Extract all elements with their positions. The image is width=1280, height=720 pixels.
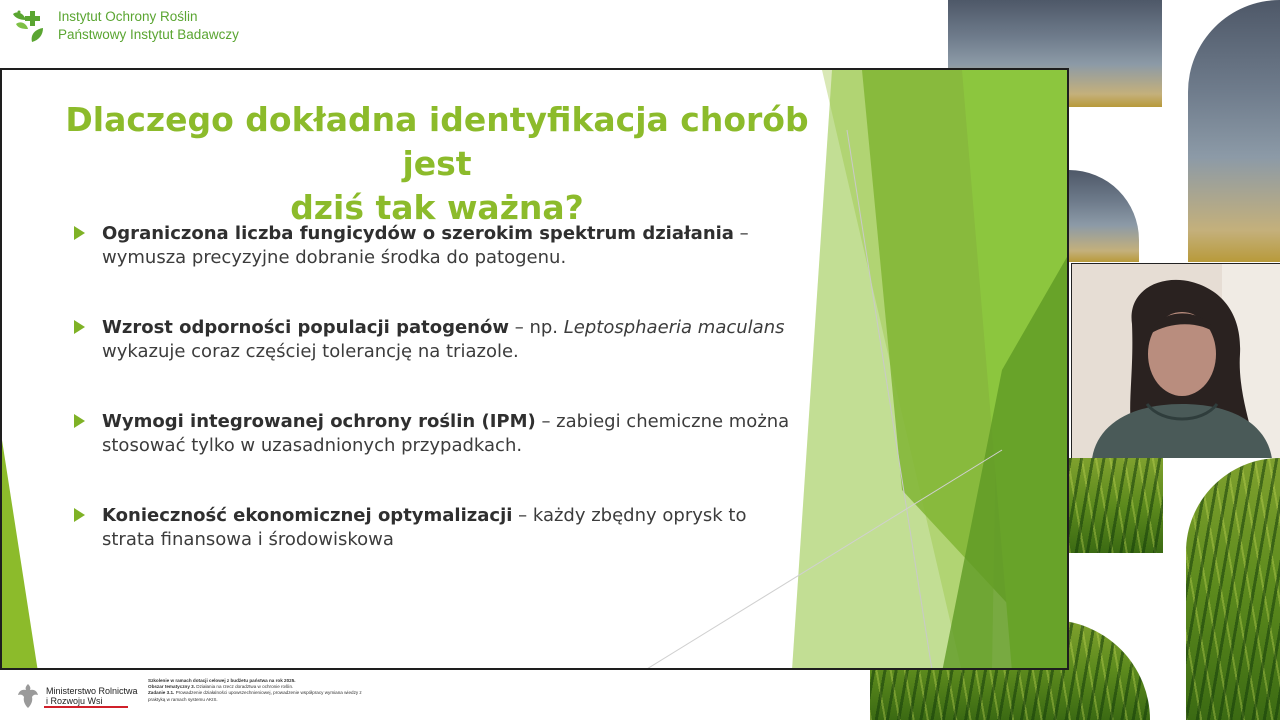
bullet-heading: Wymogi integrowanej ochrony roślin (IPM) <box>102 411 536 432</box>
bullet-heading: Konieczność ekonomicznej optymalizacji <box>102 505 513 526</box>
triangle-bullet-icon <box>74 226 85 240</box>
background-field-photo <box>1069 170 1139 262</box>
background-sky-photo-right <box>1188 0 1280 262</box>
funding-note-text3: Prowadzenie działalności upowszechnieniowej, prowadzenie współpracy wymiana wiedzy z praktyką w ramach systemu AKIS. <box>148 690 362 702</box>
list-item <box>74 316 794 364</box>
triangle-bullet-icon <box>74 414 85 428</box>
bullet-text: wykazuje coraz częściej tolerancję na triazole. <box>102 341 519 362</box>
org-subtitle: Państwowy Instytut Badawczy <box>58 27 239 42</box>
list-item <box>74 410 794 458</box>
bullet-list <box>74 222 794 598</box>
funding-note <box>148 678 378 703</box>
org-name: Instytut Ochrony Roślin <box>58 9 198 24</box>
bullet-text: – każdy zbędny oprysk to strata finansowa i środowiskowa <box>102 505 747 550</box>
list-item <box>74 222 794 270</box>
slide-title-line2: dziś tak ważna? <box>290 188 584 227</box>
ministry-name: Ministerstwo Rolnictwa <box>46 686 138 696</box>
funding-note-label2: Obszar tematyczny 3. <box>148 684 195 690</box>
bullet-heading: Ograniczona liczba fungicydów o szerokim spektrum działania <box>102 223 734 244</box>
triangle-bullet-icon <box>74 320 85 334</box>
slide-footer <box>0 672 870 720</box>
funding-note-label3: Zadanie 3.1. <box>148 690 175 696</box>
triangle-bullet-icon <box>74 508 85 522</box>
ministry-name-line2: i Rozwoju Wsi <box>46 696 103 706</box>
slide-title <box>42 98 832 230</box>
bullet-text: – zabiegi chemiczne można stosować tylko w uzasadnionych przypadkach. <box>102 411 790 456</box>
plant-cross-logo-icon <box>10 8 50 44</box>
bullet-text: – wymusza precyzyjne dobranie środka do patogenu. <box>102 223 749 268</box>
species-name: Leptosphaeria maculans <box>563 317 785 338</box>
funding-note-text2: Działania na rzecz doradztwa w ochronie roślin. <box>194 684 294 690</box>
funding-note-line1: Szkolenie w ramach dotacji celowej z budżetu państwa na rok 2025. <box>148 678 296 683</box>
institute-logo <box>10 8 239 44</box>
bullet-heading: Wzrost odporności populacji patogenów <box>102 317 509 338</box>
speaker-webcam-video[interactable] <box>1071 263 1280 458</box>
presentation-slide <box>0 68 1069 670</box>
list-item <box>74 504 794 552</box>
background-grass-photo-right <box>1186 458 1280 720</box>
ministry-red-line <box>44 706 128 708</box>
speaker-avatar <box>1072 264 1280 458</box>
bullet-text: – np. <box>509 317 564 338</box>
slide-title-line1: Dlaczego dokładna identyfikacja chorób jest <box>65 100 809 183</box>
background-grass-photo <box>1069 458 1163 553</box>
white-eagle-emblem-icon <box>16 682 40 710</box>
